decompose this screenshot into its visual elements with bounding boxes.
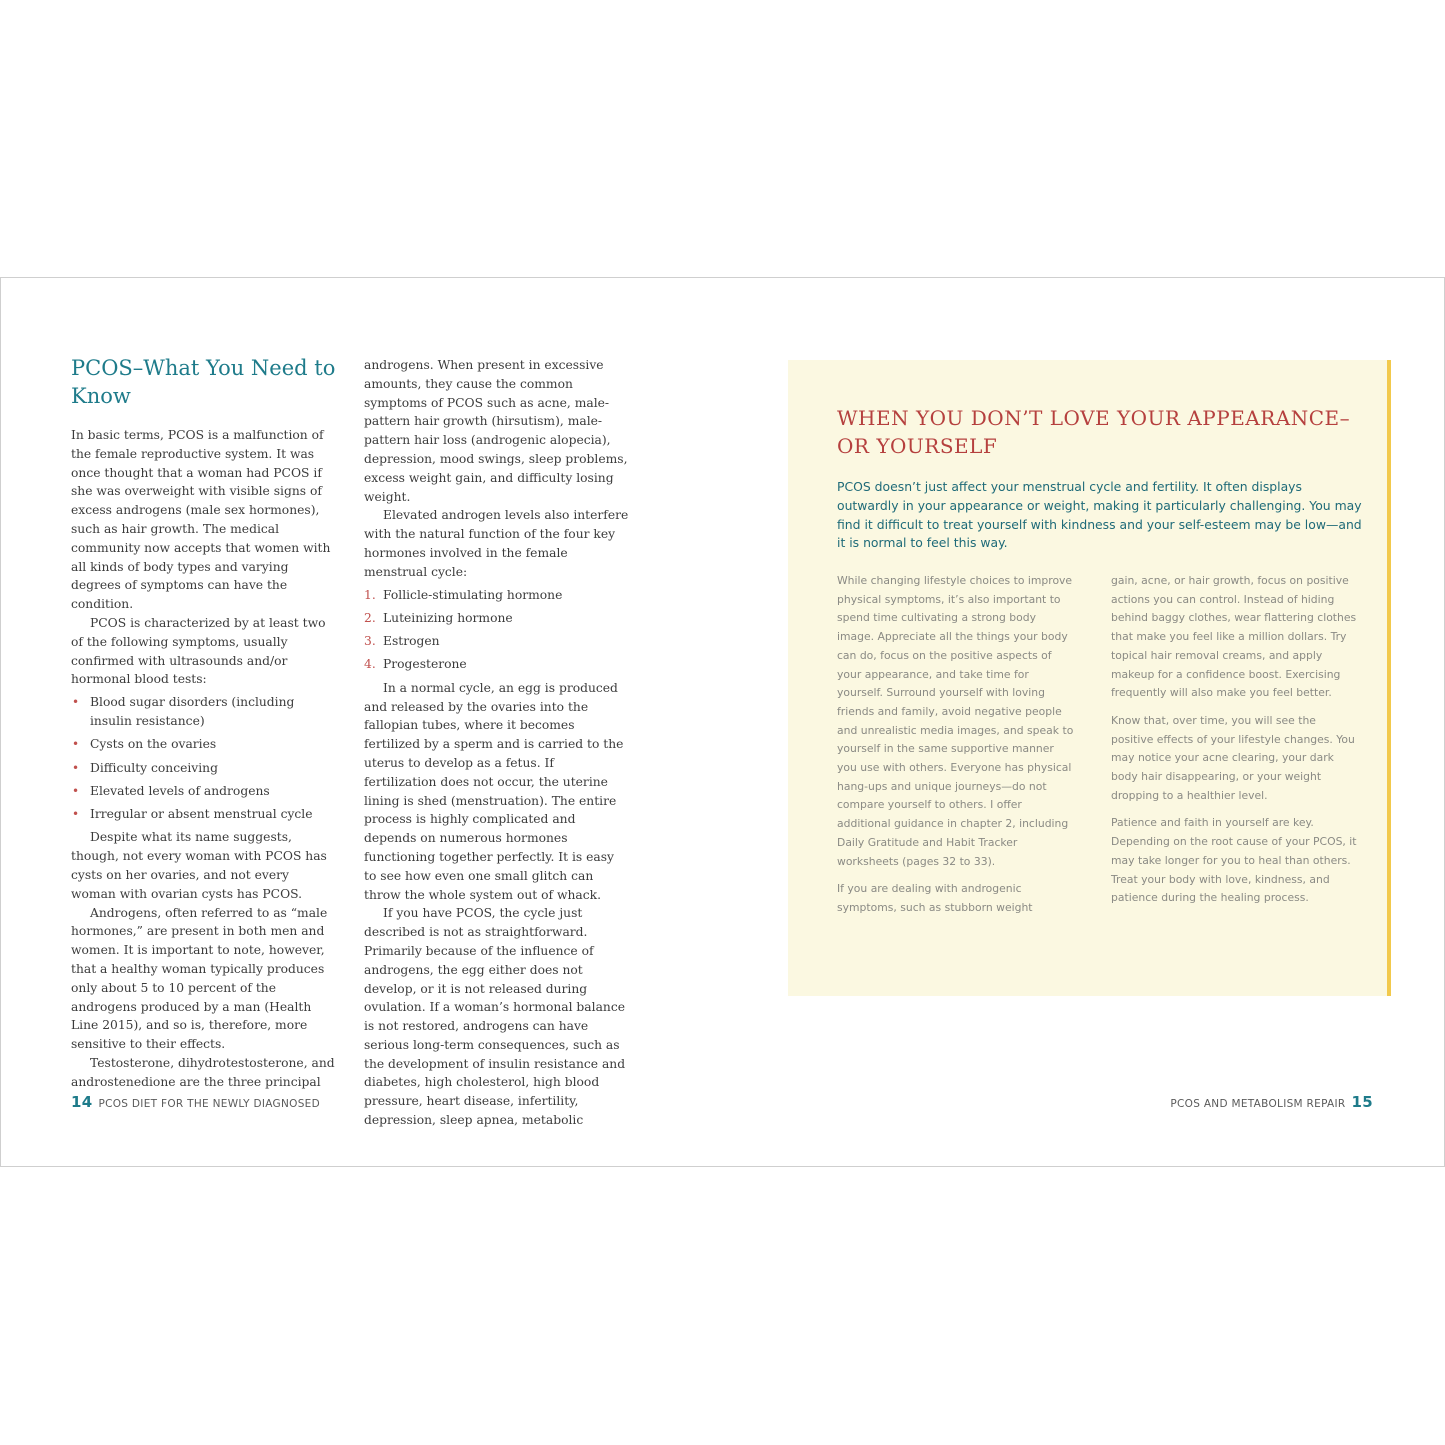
list-item: • Blood sugar disorders (including insulin resistance) — [72, 695, 295, 728]
paragraph: gain, acne, or hair growth, focus on positive actions you can control. Instead of hiding behind baggy clothes, wear flattering clothes that make you feel like a million dollars. Try topical hair removal creams, and apply makeup for a confidence boost. Exercising frequently will also make you feel better. — [1111, 574, 1357, 700]
left-page-column-2 — [364, 356, 630, 1130]
right-page-footer — [1170, 1093, 1373, 1111]
symptom-list — [71, 693, 337, 824]
paragraph: Elevated androgen levels also interfere with the natural function of the four key hormones involved in the female menstrual cycle: — [364, 508, 629, 579]
paragraph: Know that, over time, you will see the positive effects of your lifestyle changes. You may notice your acne clearing, your dark body hair disappearing, or your weight dropping to a healthier level. — [1111, 713, 1355, 802]
list-item: • Irregular or absent menstrual cycle — [71, 805, 337, 824]
paragraph: Androgens, often referred to as “male hormones,” are present in both men and women. It is important to note, however, that a healthy woman typically produces only about 5 to 10 percent of the androgens produced by a man (Health Line 2015), and so is, therefore, more sensitive to their effects. — [71, 905, 328, 1052]
paragraph: If you are dealing with androgenic symptoms, such as stubborn weight — [837, 882, 1033, 914]
list-number: 4. — [364, 657, 376, 672]
list-item: 2. Luteinizing hormone — [364, 609, 630, 628]
sidebar-intro: PCOS doesn’t just affect your menstrual cycle and fertility. It often displays outwardly in your appearance or weight, making it particularly challenging. You may find it difficult to treat yourself with kindness and your self-esteem may be low—and it is normal to feel this way. — [837, 479, 1362, 551]
paragraph: If you have PCOS, the cycle just described is not as straightforward. Primarily because of the influence of androgens, the egg either does not develop, or it is not released during ovulation. If a woman’s hormonal balance is not restored, androgens can have serious long-term consequences, such as the development of insulin resistance and diabetes, high cholesterol, high blood pressure, heart disease, infertility, depression, sleep apnea, metabolic — [364, 906, 626, 1128]
bullet-icon: • — [72, 783, 80, 798]
bullet-icon: • — [72, 737, 80, 752]
hormone-list — [364, 586, 630, 675]
sidebar-column-1 — [837, 572, 1075, 927]
bullet-icon: • — [72, 760, 80, 775]
list-item: • Difficulty conceiving — [71, 759, 337, 778]
page-number: 14 — [71, 1093, 93, 1111]
list-item: 4. Progesterone — [364, 655, 630, 674]
paragraph: In basic terms, PCOS is a malfunction of the female reproductive system. It was once thought that a woman had PCOS if she was overweight with visible signs of excess androgens (male sex hormones), such as hair growth. The medical community now accepts that women with all kinds of body types and varying degrees of symptoms can have the condition. — [71, 428, 331, 612]
list-number: 1. — [364, 587, 376, 602]
paragraph: While changing lifestyle choices to improve physical symptoms, it’s also important to spend time cultivating a strong body image. Appreciate all the things your body can do, focus on the positive aspects of your appearance, and take time for yourself. Surround yourself with loving friends and family, avoid negative people and unrealistic media images, and speak to yourself in the same supportive manner you use with others. Everyone has physical hang-ups and unique journeys—do not compare yourself to others. I offer additional guidance in chapter 2, including Daily Gratitude and Habit Tracker worksheets (pages 32 to 33). — [837, 574, 1074, 868]
paragraph: androgens. When present in excessive amounts, they cause the common symptoms of PCOS such as acne, male-pattern hair growth (hirsutism), male-pattern hair loss (androgenic alopecia), depression, mood swings, sleep problems, excess weight gain, and difficulty losing weight. — [364, 358, 628, 504]
list-item: 3. Estrogen — [364, 632, 630, 651]
sidebar-title: WHEN YOU DON’T LOVE YOUR APPEARANCE–OR YOURSELF — [837, 406, 1351, 458]
paragraph: In a normal cycle, an egg is produced and released by the ovaries into the fallopian tubes, where it becomes fertilized by a sperm and is carried to the uterus to develop as a fetus. If fertilization does not occur, the uterine lining is shed (menstruation). The entire process is highly complicated and depends on numerous hormones functioning together perfectly. It is easy to see how even one small glitch can throw the whole system out of whack. — [364, 680, 624, 902]
paragraph: PCOS is characterized by at least two of the following symptoms, usually confirmed with ultrasounds and/or hormonal blood tests: — [71, 615, 326, 687]
bullet-icon: • — [72, 695, 80, 710]
running-head: PCOS DIET FOR THE NEWLY DIAGNOSED — [98, 1098, 320, 1110]
list-item: • Elevated levels of androgens — [71, 782, 337, 801]
page-number: 15 — [1351, 1093, 1373, 1111]
list-number: 3. — [364, 634, 376, 649]
paragraph: Despite what its name suggests, though, not every woman with PCOS has cysts on her ovaries, and not every woman with ovarian cysts has PCOS. — [71, 830, 327, 901]
paragraph: Testosterone, dihydrotestosterone, and androstenedione are the three principal — [71, 1056, 335, 1089]
section-heading: PCOS–What You Need to Know — [71, 356, 336, 408]
bullet-icon: • — [72, 807, 80, 822]
paragraph: Patience and faith in yourself are key. Depending on the root cause of your PCOS, it may take longer for you to heal than others. Treat your body with love, kindness, and patience during the healing process. — [1111, 816, 1357, 905]
list-item: 1. Follicle-stimulating hormone — [364, 586, 630, 605]
running-head: PCOS AND METABOLISM REPAIR — [1170, 1098, 1346, 1110]
list-number: 2. — [364, 610, 376, 625]
left-page-column-1 — [71, 426, 337, 1092]
left-page-footer — [71, 1093, 320, 1111]
sidebar-column-2 — [1111, 572, 1357, 917]
list-item: • Cysts on the ovaries — [71, 735, 337, 754]
